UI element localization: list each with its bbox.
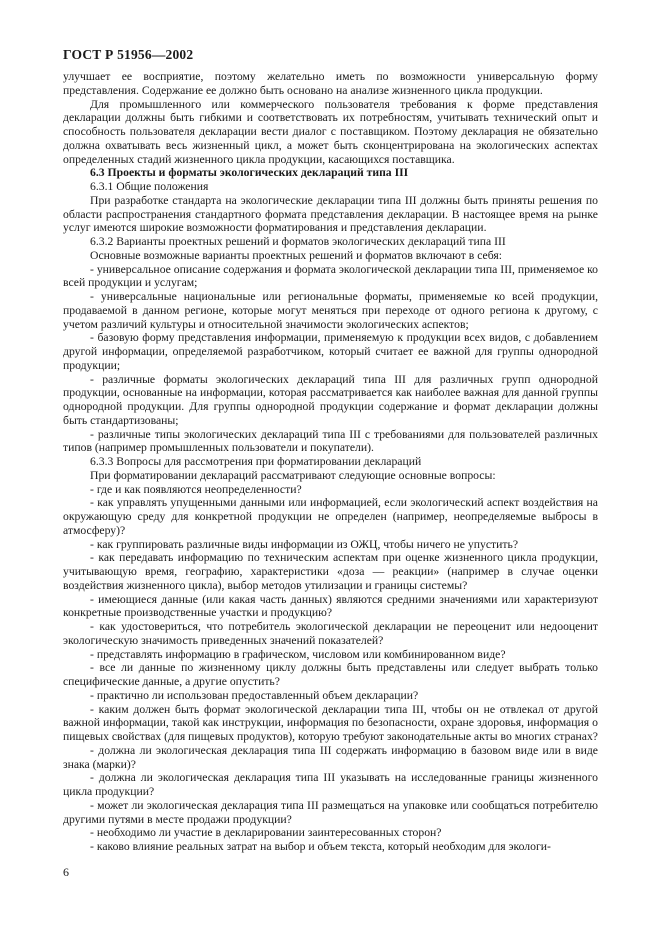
paragraph: - как управлять упущенными данными или информацией, если экологический аспект воздействия на окружающую среду для конкретной продукции не определен (например, неопределяемые выбросы в атмосферу)? (63, 496, 598, 537)
paragraph: При разработке стандарта на экологические декларации типа III должны быть приняты решения по области распространения стандартного формата представления декларации. В настоящее время на рынке услуг имеются широкие возможности форматирования и представления декларации. (63, 193, 598, 235)
paragraph: улучшает ее восприятие, поэтому желательно иметь по возможности универсальную форму представления. Содержание ее должно быть основано на анализе жизненного цикла продукции. (63, 70, 598, 97)
paragraph: Основные возможные варианты проектных решений и форматов включают в себя: (90, 248, 503, 262)
paragraph: 6.3.1 Общие положения (90, 180, 209, 193)
paragraph: - должна ли экологическая декларация типа III содержать информацию в базовом виде или в виде знака (марки)? (63, 743, 598, 771)
paragraph: - различные форматы экологических деклараций типа III для различных групп однородной продукции, основанные на информации, которая рассматривается как наиболее важная для данной группы однородной продукции. Для группы однородной продукции содержание и формат декларации должны быть стандартизованы; (63, 372, 598, 427)
paragraph: 6.3.2 Варианты проектных решений и форматов экологических деклараций типа III (90, 235, 506, 248)
paragraph: - имеющиеся данные (или какая часть данных) являются средними значениями или характеризуют конкретные производственные участки и продукцию? (63, 592, 598, 620)
paragraph: Для промышленного или коммерческого пользователя требования к форме представления декларации должны быть гибкими и соответствовать их потребностям, учитывать технический опыт и способность пользователя декларации вести диалог с поставщиком. Поэтому декларация не обязательно должна охватывать весь жизненный цикл, а может быть сконцентрирована на экологических аспектах определенных стадий жизненного цикла продукции, касающихся поставщика. (63, 97, 598, 166)
paragraph: - каково влияние реальных затрат на выбор и объем текста, который необходим для экологи- (90, 840, 551, 853)
paragraph: - как передавать информацию по техническим аспектам при оценке жизненного цикла продукции, учитывающую время, географию, характеристики «доза — реакции» (например в случае оценки воздействия жизненного цикла), выбор методов утилизации и границы системы? (63, 551, 598, 592)
paragraph: - как группировать различные виды информации из ОЖЦ, чтобы ничего не упустить? (90, 537, 519, 551)
paragraph: - практично ли использован предоставленный объем декларации? (90, 688, 419, 702)
paragraph: - различные типы экологических деклараций типа III с требованиями для пользователей различных типов (например промышленных пользователи и покупатели). (63, 427, 598, 455)
paragraph: - как удостовериться, что потребитель экологической декларации не переоценит или недооценит экологическую значимость приведенных значений показателей? (63, 620, 598, 647)
paragraph: - все ли данные по жизненному циклу должны быть представлены или следует выбрать только специфические данные, а другие опустить? (63, 661, 598, 688)
paragraph: - может ли экологическая декларация типа III размещаться на упаковке или сообщаться потребителю другими путями в месте продажи продукции? (63, 798, 598, 826)
paragraph: - базовую форму представления информации, применяемую к продукции всех видов, с добавлением другой информации, определяемой разработчиком, который считает ее важной для группы однородной продукции; (63, 331, 598, 372)
paragraph: 6.3.3 Вопросы для рассмотрения при форматировании деклараций (90, 455, 422, 468)
paragraph: При форматировании деклараций рассматривают следующие основные вопросы: (90, 468, 496, 482)
paragraph: - где и как появляются неопределенности? (90, 482, 302, 496)
paragraph: - должна ли экологическая декларация типа III указывать на исследованные границы жизненного цикла продукции? (63, 771, 598, 798)
page-number: 6 (63, 865, 69, 879)
paragraph: - универсальное описание содержания и формата экологической декларации типа III, применяемое ко всей продукции и услугам; (63, 262, 598, 290)
paragraph: - необходимо ли участие в декларировании заинтересованных сторон? (90, 826, 442, 840)
section-heading: 6.3 Проекты и форматы экологических деклараций типа III (90, 166, 409, 180)
body-text (63, 70, 598, 854)
paragraph: - универсальные национальные или региональные форматы, применяемые ко всей продукции, продаваемой в данном регионе, которые могут меняться при переходе от одного региона к другому, с учетом различий культуры и относительной значимости экологических аспектов; (63, 290, 598, 331)
paragraph: - представлять информацию в графическом, числовом или комбинированном виде? (90, 647, 506, 661)
page-header: ГОСТ Р 51956—2002 (63, 47, 194, 62)
paragraph: - каким должен быть формат экологической декларации типа III, чтобы он не отвлекал от другой важной информации, такой как инструкции, информация по безопасности, охране здоровья, информация о пищевых свойствах (для пищевых продуктов), которую требуют законодательные акты во многих странах? (63, 702, 598, 743)
